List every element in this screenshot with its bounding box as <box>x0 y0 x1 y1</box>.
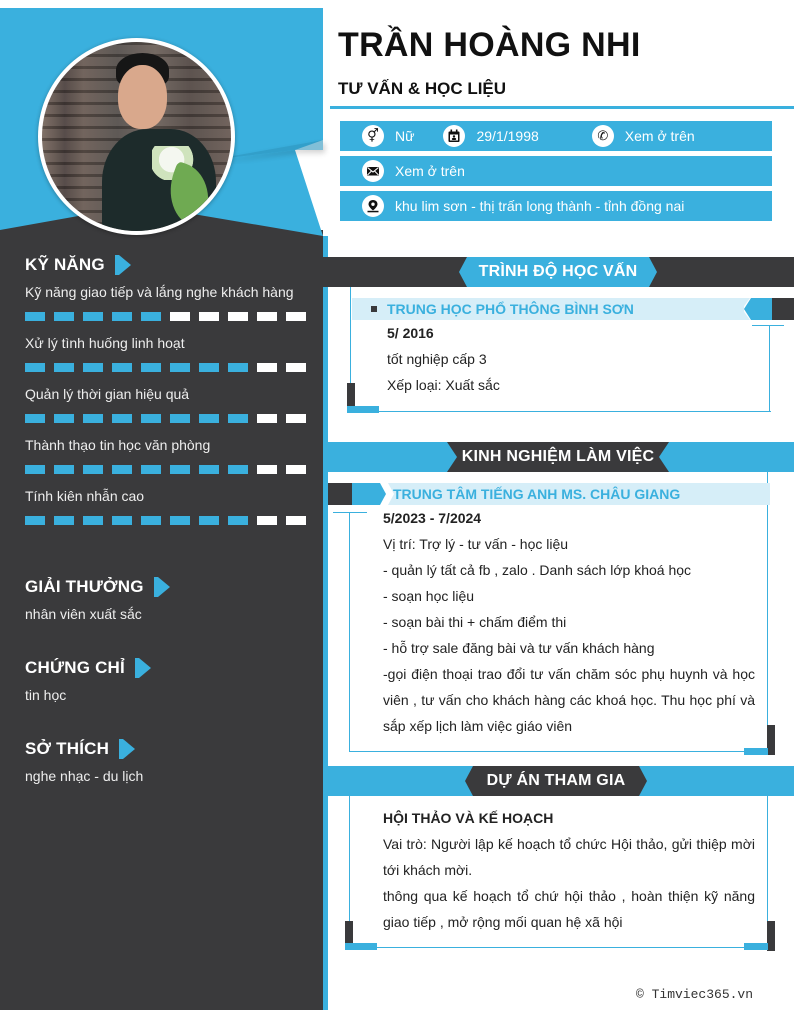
gender-icon: ⚥ <box>362 125 384 147</box>
footer-copyright: © Timviec365.vn <box>636 987 754 1002</box>
experience-line: - soạn bài thi + chấm điểm thi <box>383 614 567 630</box>
skill-segment <box>286 363 306 372</box>
bullet-icon <box>371 306 377 312</box>
certificates-text: tin học <box>25 687 67 703</box>
experience-line: -gọi điện thoại trao đổi tư vấn chăm sóc phụ huynh và học viên , tư vấn cho khách hàng các khoá học. Thu học phí và sắp xếp lịch làm việc giáo viên <box>383 666 755 734</box>
frame-line <box>333 512 367 513</box>
certificates-title: CHỨNG CHỈ <box>25 657 315 679</box>
experience-details <box>383 505 755 739</box>
birthday-field: 29/1/1998 <box>443 125 538 147</box>
corner-accent <box>345 921 353 945</box>
skill-segment <box>286 516 306 525</box>
skill-segment <box>199 516 219 525</box>
sidebar <box>0 0 330 1010</box>
frame-line <box>349 751 768 752</box>
skill-level-bar <box>25 363 315 372</box>
arrow-right-icon <box>139 658 151 678</box>
frame-line <box>349 947 768 948</box>
skill-segment <box>199 363 219 372</box>
skill-segment <box>199 312 219 321</box>
skill-segment <box>54 516 74 525</box>
contact-row-1 <box>340 121 772 151</box>
skill-segment <box>54 465 74 474</box>
skill-segment <box>257 465 277 474</box>
project-name: HỘI THẢO VÀ KẾ HOẠCH <box>383 810 554 826</box>
skill-segment <box>112 516 132 525</box>
skill-segment <box>141 363 161 372</box>
school-header-tab <box>736 298 794 320</box>
skill-segment <box>228 363 248 372</box>
skill-level-bar <box>25 465 315 474</box>
skill-name: Thành thạo tin học văn phòng <box>25 437 211 453</box>
education-details <box>387 320 757 398</box>
experience-line: - hỗ trợ sale đăng bài và tư vấn khách hàng <box>383 640 655 656</box>
skill-segment <box>25 516 45 525</box>
awards-section <box>25 576 315 622</box>
skill-segment <box>25 312 45 321</box>
avatar <box>38 38 235 235</box>
experience-line: Vị trí: Trợ lý - tư vấn - học liệu <box>383 536 569 552</box>
skill-segment <box>170 465 190 474</box>
skill-segment <box>257 414 277 423</box>
project-details <box>383 805 755 935</box>
arrow-right-icon <box>123 739 135 759</box>
skill-segment <box>286 312 306 321</box>
phone-icon: ✆ <box>592 125 614 147</box>
skill-name: Quản lý thời gian hiệu quả <box>25 386 190 402</box>
email-field: Xem ở trên <box>362 160 465 182</box>
job-title: TƯ VẤN & HỌC LIỆU <box>338 79 507 98</box>
phone-field: ✆ Xem ở trên <box>592 125 695 147</box>
experience-line: - quản lý tất cả fb , zalo . Danh sách lớp khoá học <box>383 562 692 578</box>
skill-segment <box>54 363 74 372</box>
skills-title: KỸ NĂNG <box>25 254 315 276</box>
education-header <box>323 257 794 287</box>
skill-level-bar <box>25 414 315 423</box>
skill-segment <box>54 312 74 321</box>
email-icon <box>362 160 384 182</box>
skill-segment <box>83 363 103 372</box>
corner-accent <box>744 748 768 755</box>
skill-segment <box>112 414 132 423</box>
corner-accent <box>744 943 768 950</box>
sidebar-accent-stripe <box>323 236 328 1010</box>
education-line: Xếp loại: Xuất sắc <box>387 377 500 393</box>
arrow-right-icon <box>119 255 131 275</box>
skill-segment <box>141 414 161 423</box>
awards-text: nhân viên xuất sắc <box>25 606 142 622</box>
skill-segment <box>199 465 219 474</box>
skill-name: Kỹ năng giao tiếp và lắng nghe khách hàng <box>25 284 294 300</box>
skill-segment <box>25 414 45 423</box>
school-name: TRUNG HỌC PHỔ THÔNG BÌNH SƠN <box>371 298 634 320</box>
skill-segment <box>83 465 103 474</box>
corner-accent <box>767 921 775 951</box>
education-line: tốt nghiệp cấp 3 <box>387 351 487 367</box>
corner-accent <box>345 943 377 950</box>
skill-segment <box>170 363 190 372</box>
projects-header <box>323 766 794 796</box>
skill-segment <box>54 414 74 423</box>
hobbies-section <box>25 738 315 784</box>
divider <box>330 106 794 109</box>
skills-section <box>25 254 315 525</box>
skill-segment <box>141 516 161 525</box>
skill-segment <box>83 414 103 423</box>
skill-segment <box>257 312 277 321</box>
gender-field: ⚥ Nữ <box>362 125 414 147</box>
skill-name: Xử lý tình huống linh hoạt <box>25 335 185 351</box>
skill-segment <box>25 363 45 372</box>
skill-segment <box>170 516 190 525</box>
calendar-icon <box>443 125 465 147</box>
skill-segment <box>112 312 132 321</box>
certificates-section <box>25 657 315 703</box>
skill-segment <box>257 516 277 525</box>
skill-segment <box>170 312 190 321</box>
skill-level-bar <box>25 312 315 321</box>
skill-segment <box>25 465 45 474</box>
skill-segment <box>228 414 248 423</box>
contact-row-2 <box>340 156 772 186</box>
company-name: TRUNG TÂM TIẾNG ANH MS. CHÂU GIANG <box>393 486 681 502</box>
skill-segment <box>286 414 306 423</box>
project-line: Vai trò: Người lập kế hoạch tổ chức Hội thảo, gửi thiệp mời tới khách mời. <box>383 836 755 878</box>
education-date: 5/ 2016 <box>387 325 434 341</box>
experience-line: - soạn học liệu <box>383 588 475 604</box>
skill-segment <box>141 465 161 474</box>
profile-photo <box>42 42 231 231</box>
skill-level-bar <box>25 516 315 525</box>
skill-name: Tính kiên nhẫn cao <box>25 488 145 504</box>
skill-segment <box>199 414 219 423</box>
frame-line <box>350 411 771 412</box>
candidate-name: TRẦN HOÀNG NHI <box>338 26 641 64</box>
corner-accent <box>347 383 355 407</box>
skill-segment <box>141 312 161 321</box>
skill-segment <box>112 363 132 372</box>
corner-accent <box>347 406 379 413</box>
skill-segment <box>170 414 190 423</box>
frame-line <box>349 512 350 752</box>
location-icon <box>362 195 384 217</box>
skill-segment <box>286 465 306 474</box>
education-title: TRÌNH ĐỘ HỌC VẤN <box>478 263 638 280</box>
skill-segment <box>112 465 132 474</box>
projects-title: DỰ ÁN THAM GIA <box>486 772 626 789</box>
experience-header <box>323 442 794 472</box>
experience-title: KINH NGHIỆM LÀM VIỆC <box>461 448 655 465</box>
skill-segment <box>257 363 277 372</box>
skill-segment <box>228 465 248 474</box>
frame-line <box>767 472 768 752</box>
hobbies-text: nghe nhạc - du lịch <box>25 768 144 784</box>
skill-segment <box>83 312 103 321</box>
skill-segment <box>228 312 248 321</box>
project-line: thông qua kế hoạch tổ chứ hội thảo , hoàn thiện kỹ năng giao tiếp , mở rộng mối quan hệ xã hội <box>383 888 755 930</box>
corner-accent <box>767 725 775 755</box>
experience-date: 5/2023 - 7/2024 <box>383 510 482 526</box>
awards-title: GIẢI THƯỞNG <box>25 576 315 598</box>
skill-segment <box>83 516 103 525</box>
arrow-right-icon <box>158 577 170 597</box>
skill-segment <box>228 516 248 525</box>
hobbies-title: SỞ THÍCH <box>25 738 315 760</box>
address-field: khu lim sơn - thị trấn long thành - tỉnh đồng nai <box>362 195 684 217</box>
frame-line <box>769 325 770 412</box>
contact-row-3 <box>340 191 772 221</box>
